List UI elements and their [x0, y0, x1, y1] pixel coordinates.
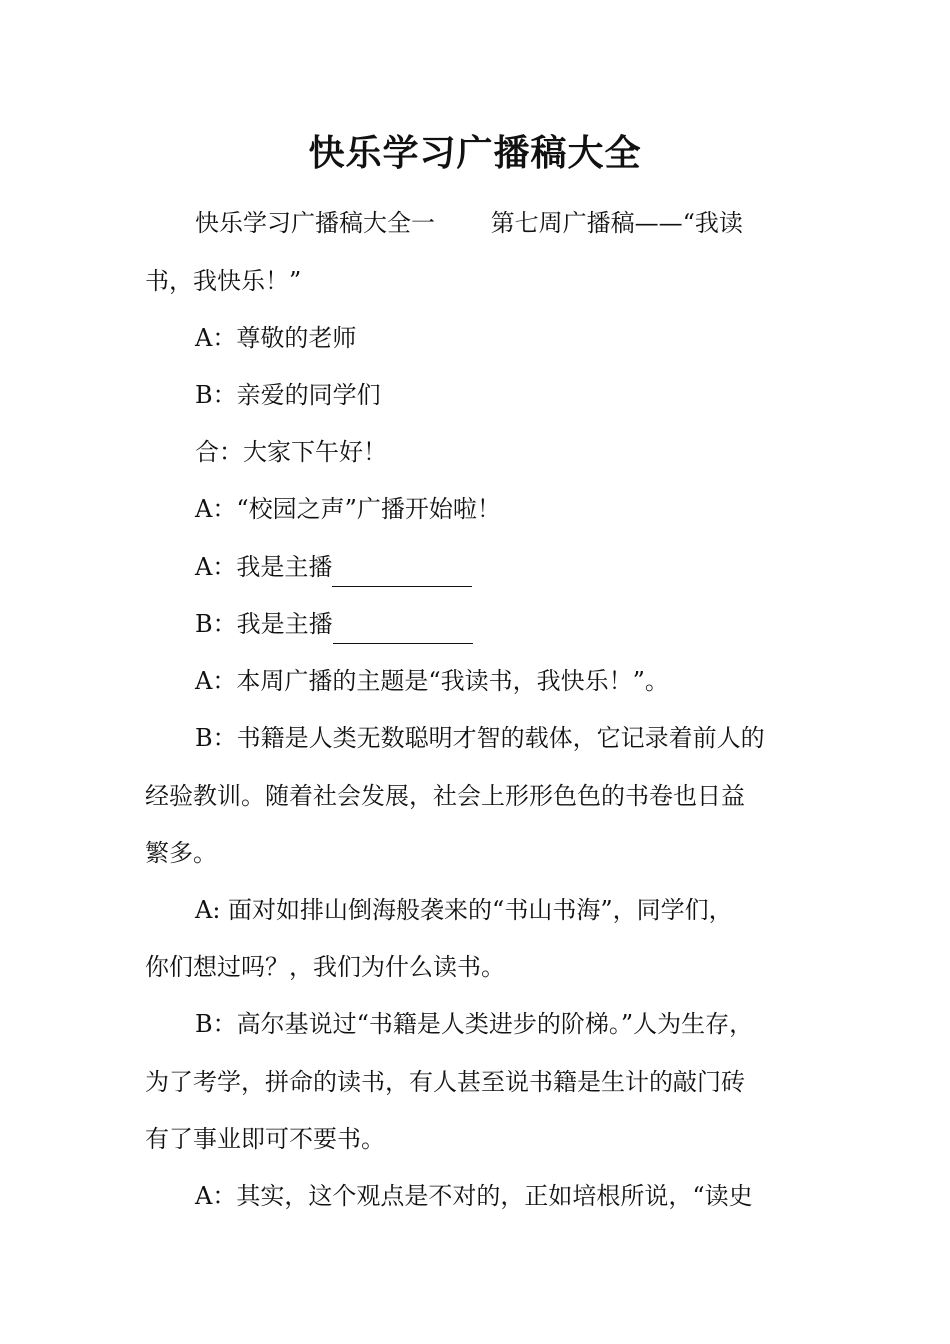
host-line-a — [195, 547, 895, 587]
name-blank — [332, 560, 472, 587]
paragraph-line: A：其实，这个观点是不对的，正如培根所说，“读史 — [195, 1182, 753, 1210]
paragraph-line: 快乐学习广播稿大全一 第七周广播稿——“我读 — [195, 209, 743, 237]
host-a-label: A：我是主播 — [195, 553, 333, 581]
paragraph-line: 合：大家下午好！ — [195, 438, 387, 466]
paragraph-line: B：高尔基说过“书籍是人类进步的阶梯。”人为生存， — [195, 1010, 754, 1038]
paragraph-line: 书，我快乐！” — [145, 267, 302, 295]
paragraph-line: 为了考学，拼命的读书，有人甚至说书籍是生计的敲门砖 — [145, 1068, 745, 1096]
paragraph-line: B：亲爱的同学们 — [195, 381, 381, 409]
paragraph-line: A：尊敬的老师 — [195, 324, 357, 352]
document-title: 快乐学习广播稿大全 — [308, 132, 642, 174]
paragraph-line: B：书籍是人类无数聪明才智的载体，它记录着前人的 — [195, 724, 765, 752]
host-line-b — [195, 604, 895, 644]
host-b-label: B：我是主播 — [195, 610, 333, 638]
paragraph-line: 你们想过吗？，我们为什么读书。 — [145, 953, 505, 981]
paragraph-line: A: 面对如排山倒海般袭来的“书山书海”，同学们， — [195, 896, 733, 924]
paragraph-line: 经验教训。随着社会发展，社会上形形色色的书卷也日益 — [145, 782, 745, 810]
name-blank — [333, 617, 473, 644]
paragraph-line: A：本周广播的主题是“我读书，我快乐！”。 — [195, 667, 669, 695]
paragraph-line: 有了事业即可不要书。 — [145, 1125, 385, 1153]
paragraph-line: A：“校园之声”广播开始啦！ — [195, 495, 501, 523]
paragraph-line: 繁多。 — [145, 839, 217, 867]
